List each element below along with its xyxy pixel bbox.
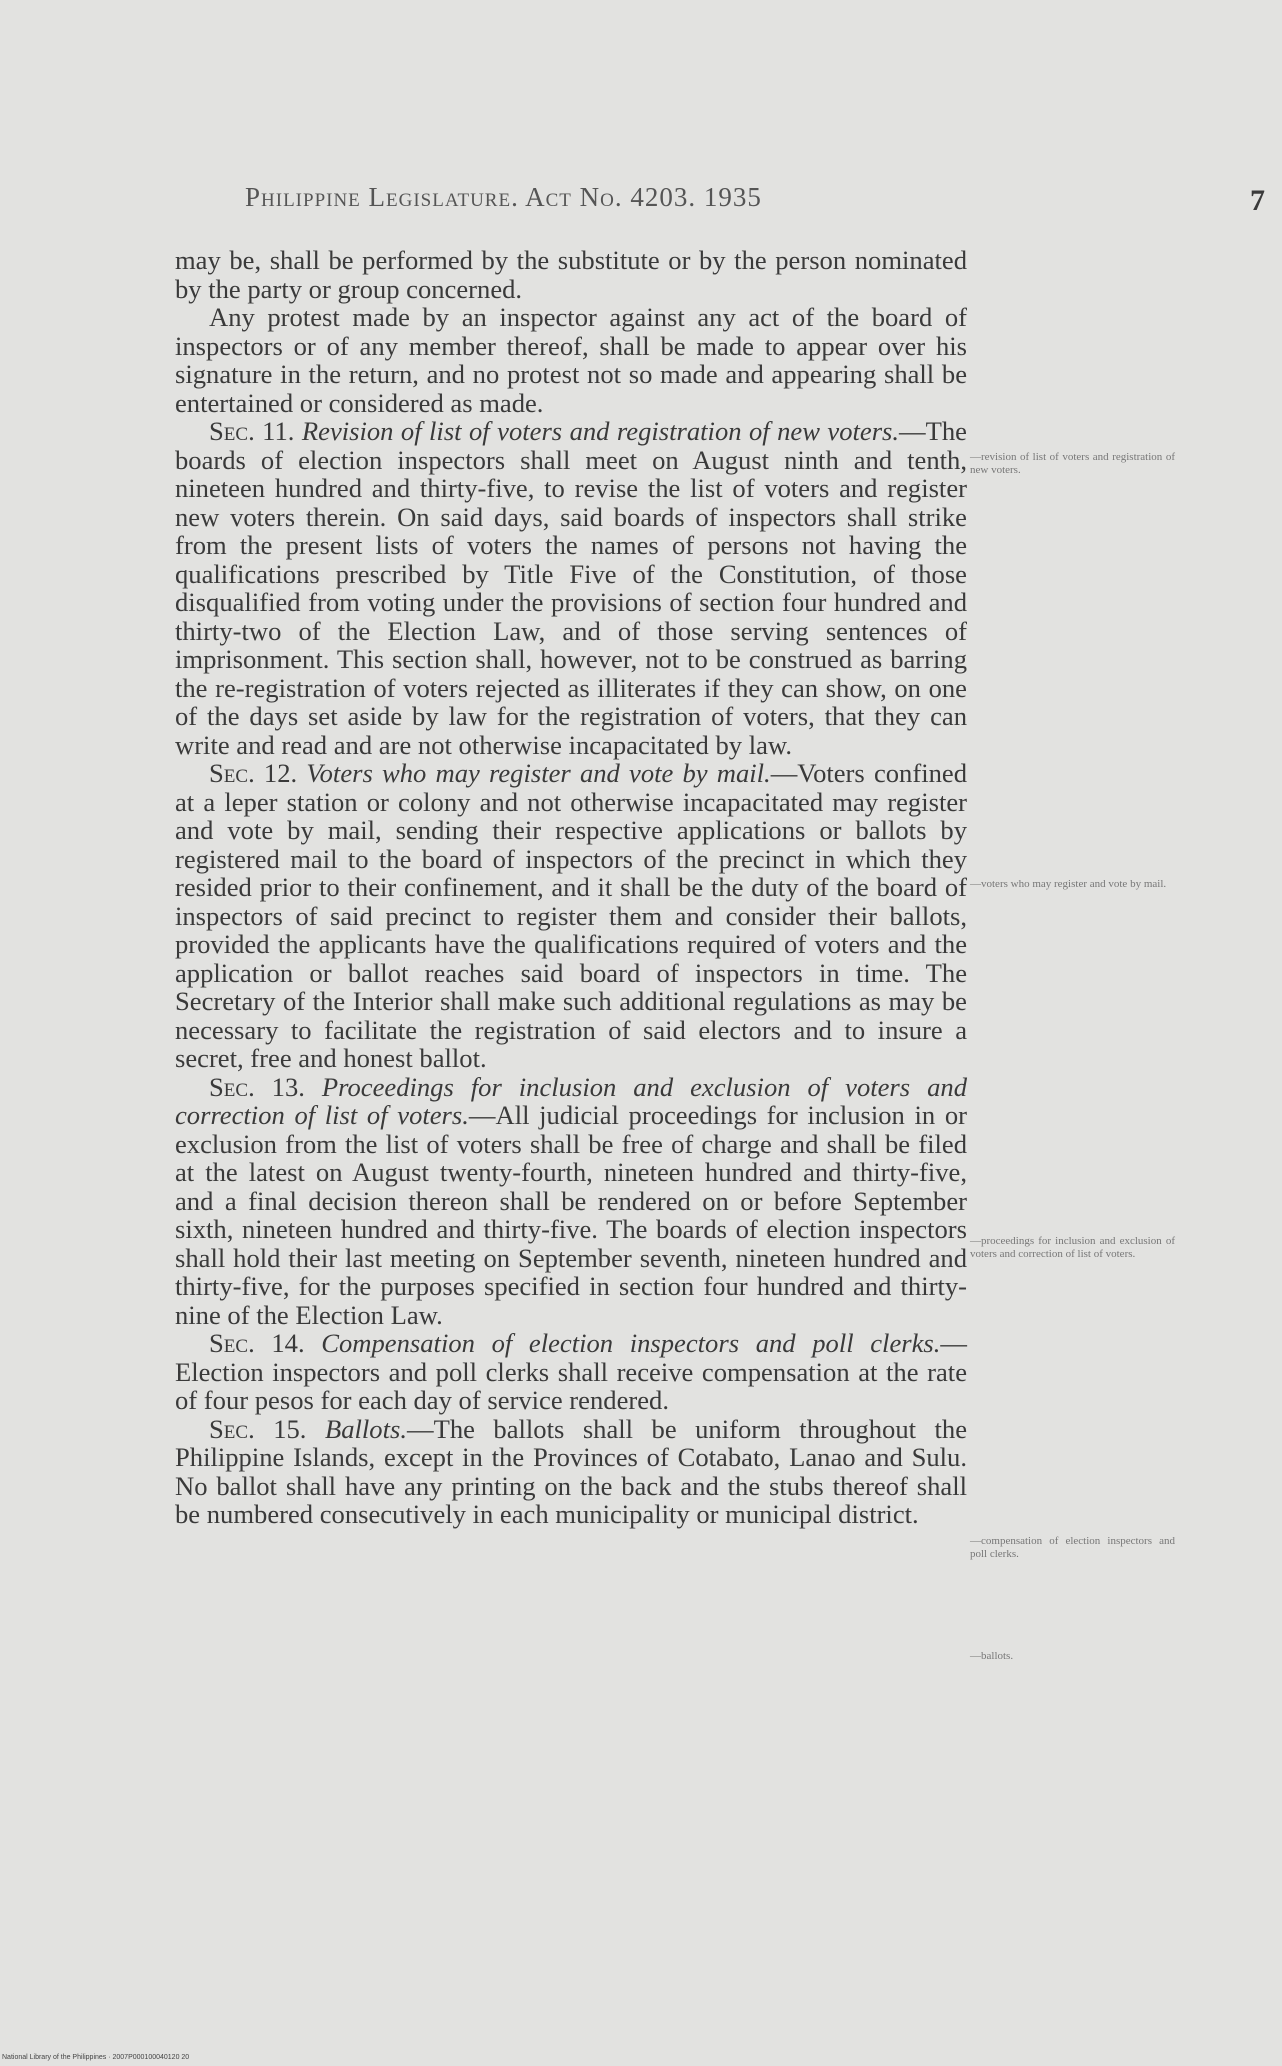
section-text: —The ballots shall be uniform throughout the Philippine Islands, except in the Provinces of Cotabato, Lanao and Sulu. No ballot shall have any printing on the back and the stubs thereof shall be numbered consecutively in each municipality or municipal district. xyxy=(175,1413,968,1529)
section-label: Sec. 13. xyxy=(209,1071,305,1102)
section-13 xyxy=(175,1073,967,1330)
section-title: Ballots. xyxy=(324,1413,407,1444)
paragraph-text: may be, shall be performed by the substitute or by the person nominated by the party or group concerned. xyxy=(175,245,967,304)
running-head: Philippine Legislature. Act No. 4203. 1935 xyxy=(245,182,762,212)
section-11 xyxy=(175,417,967,759)
page-number: 7 xyxy=(1250,184,1265,217)
section-text: —The boards of election inspectors shall meet on August ninth and tenth, nineteen hundred and thirty-five, to revise the list of voters and register new voters therein. On said days, said boards of inspectors shall strike from the present lists of voters the names of persons not having the qualifications prescribed by Title Five of the Constitution, of those disqualified from voting under the provisions of section four hundred and thirty-two of the Election Law, and of those serving sentences of imprisonment. This section shall, however, not to be construed as barring the re-registration of voters rejected as illiterates if they can show, on one of the days set aside by law for the registration of voters, that they can write and read and are not otherwise incapacitated by law. xyxy=(175,416,967,760)
margin-note-proceedings: —proceedings for inclusion and exclusion of voters and correction of list of voters. xyxy=(970,1235,1175,1260)
section-title: Proceedings for inclusion and exclusion of voters and correction of list of voters. xyxy=(175,1071,967,1130)
margin-note-mail-voters: —voters who may register and vote by mail. xyxy=(970,878,1167,890)
paragraph-protest xyxy=(175,303,967,417)
section-label: Sec. 15. xyxy=(209,1413,307,1444)
section-text: —Election inspectors and poll clerks shall receive compensation at the rate of four pesos for each day of service rendered. xyxy=(175,1328,967,1415)
margin-note-revision: —revision of list of voters and registration of new voters. xyxy=(970,451,1175,476)
footer-credit: National Library of the Philippines · 2007P000100040120 20 xyxy=(2,2054,190,2061)
section-title: Compensation of election inspectors and poll clerks. xyxy=(321,1328,941,1358)
section-title: Revision of list of voters and registration of new voters. xyxy=(301,416,900,446)
section-label: Sec. 14. xyxy=(209,1328,305,1358)
section-14 xyxy=(175,1329,967,1415)
section-title: Voters who may register and vote by mail. xyxy=(306,758,771,788)
margin-note-ballots: —ballots. xyxy=(970,1650,1014,1662)
body-text xyxy=(175,246,967,1529)
section-text: —Voters confined at a leper station or colony and not otherwise incapacitated may register and vote by mail, sending their respective applications or ballots by registered mail to the board of inspectors of the precinct in which they resided prior to their confinement, and it shall be the duty of the board of inspectors of said precinct to register them and consider their ballots, provided the applicants have the qualifications required of voters and the application or ballot reaches said board of inspectors in time. The Secretary of the Interior shall make such additional regulations as may be necessary to facilitate the registration of said electors and to insure a secret, free and honest ballot. xyxy=(175,758,967,1073)
section-12 xyxy=(175,759,967,1073)
section-text: —All judicial proceedings for inclusion in or exclusion from the list of voters shall be free of charge and shall be filed at the latest on August twenty-fourth, nineteen hundred and thirty-five, and a final decision thereon shall be rendered on or before September sixth, nineteen hundred and thirty-five. The boards of election inspectors shall hold their last meeting on September seventh, nineteen hundred and thirty-five, for the purposes specified in section four hundred and thirty-nine of the Election Law. xyxy=(175,1100,967,1330)
margin-note-compensation: —compensation of election inspectors and poll clerks. xyxy=(970,1535,1175,1560)
paragraph-text: Any protest made by an inspector against any act of the board of inspectors or of any member thereof, shall be made to appear over his signature in the return, and no protest not so made and appearing shall be entertained or considered as made. xyxy=(175,302,967,418)
section-label: Sec. 12. xyxy=(209,758,298,788)
section-15 xyxy=(175,1415,967,1529)
paragraph-continuation xyxy=(175,246,967,303)
section-label: Sec. 11. xyxy=(209,416,295,446)
